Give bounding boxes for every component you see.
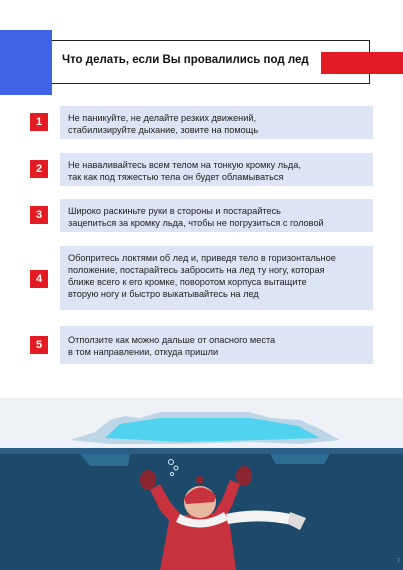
step-text-line: в том направлении, откуда пришли	[68, 347, 219, 357]
step-number: 3	[30, 206, 48, 224]
step-text-line: так как под тяжестью тела он будет обламываться	[68, 172, 284, 182]
step-text-box	[60, 246, 373, 310]
step-text-box	[60, 106, 373, 139]
step-text-line: стабилизируйте дыхание, зовите на помощь	[68, 125, 259, 135]
ice-hole-illustration	[0, 398, 403, 570]
step-text-line: положение, постарайтесь забросить на лед ту ногу, которая	[68, 265, 325, 275]
step-text-box	[60, 199, 373, 232]
header-accent-blue	[0, 30, 52, 95]
header-accent-red	[321, 52, 403, 74]
step-text-line: Не паникуйте, не делайте резких движений,	[68, 113, 257, 123]
step-text-line: Не наваливайтесь всем телом на тонкую кромку льда,	[68, 160, 301, 170]
ice-edge	[0, 448, 403, 454]
hat-pompom	[196, 476, 204, 484]
step-text-line: зацепиться за кромку льда, чтобы не погрузиться с головой	[68, 218, 324, 228]
step-number: 2	[30, 160, 48, 178]
step-text-line: Обопритесь локтями об лед и, приведя тело в горизонтальное	[68, 253, 336, 263]
right-mitten	[236, 466, 252, 486]
step-number: 5	[30, 336, 48, 354]
step-text-line: Широко раскиньте руки в стороны и постарайтесь	[68, 206, 281, 216]
ice-block	[270, 454, 330, 464]
left-mitten	[140, 470, 156, 490]
step-text-line: вторую ногу и быстро выкатывайтесь на лед	[68, 289, 259, 299]
step-number: 4	[30, 270, 48, 288]
step-number: 1	[30, 113, 48, 131]
page-number: 2	[397, 558, 400, 564]
step-text-box	[60, 153, 373, 186]
step-text-line: Отползите как можно дальше от опасного места	[68, 335, 276, 345]
step-text-box	[60, 326, 373, 364]
step-text-line: ближе всего к его кромке, поворотом корпуса вытащите	[68, 277, 307, 287]
page-title: Что делать, если Вы провалились под лед	[62, 54, 309, 66]
